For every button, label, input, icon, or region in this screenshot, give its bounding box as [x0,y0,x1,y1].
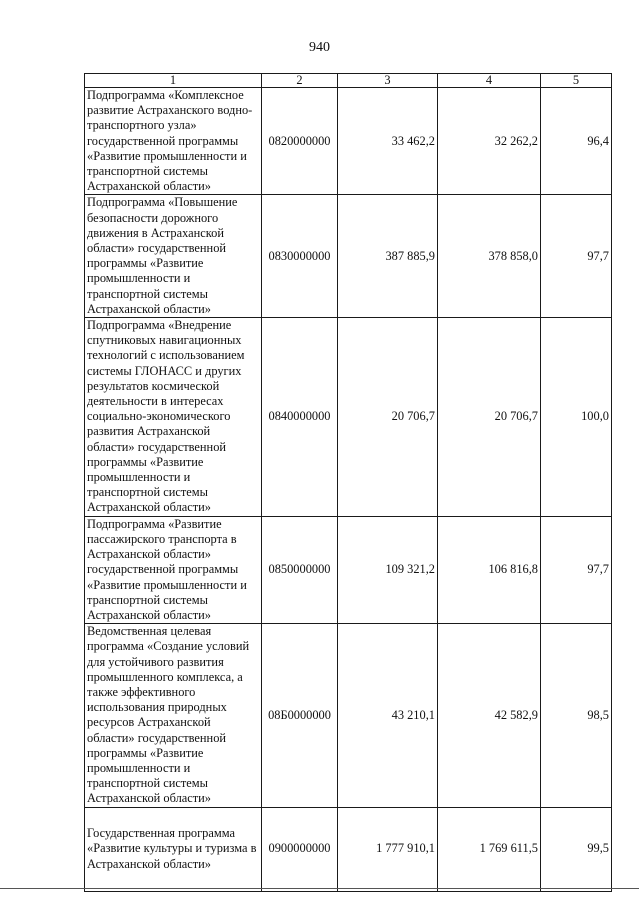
row-value-col5: 96,4 [541,88,612,195]
row-value-col4: 106 816,8 [438,516,541,623]
row-value-col3: 1 777 910,1 [338,807,438,891]
row-value-col5: 97,7 [541,195,612,318]
row-name: Государственная программа «Развитие культуры и туризма в Астраханской области» [85,807,262,891]
row-name: Подпрограмма «Комплексное развитие Астраханского воднотранспортного узла» государственной программы «Развитие промышленности и транспортной системы Астраханской области» [85,88,262,195]
row-name: Подпрограмма «Повышение безопасности дорожного движения в Астраханской области» государственной программы «Развитие промышленности и транспортной системы Астраханской области» [85,195,262,318]
table-row [85,318,612,517]
table-row [85,516,612,623]
budget-table [84,73,612,892]
table-row [85,195,612,318]
row-value-col5: 99,5 [541,807,612,891]
row-value-col5: 97,7 [541,516,612,623]
row-code: 0850000000 [262,516,338,623]
row-code: 08Б0000000 [262,624,338,807]
row-code: 0820000000 [262,88,338,195]
row-value-col5: 98,5 [541,624,612,807]
row-name: Подпрограмма «Внедрение спутниковых навигационных технологий с использованием системы ГЛОНАСС и других результатов космической деятельности в интересах социально-экономического развития Астраханской области» государственной программы «Развитие промышленности и транспортной системы Астраханской области» [85,318,262,517]
row-value-col4: 32 262,2 [438,88,541,195]
row-value-col4: 1 769 611,5 [438,807,541,891]
table-row [85,807,612,891]
row-value-col4: 20 706,7 [438,318,541,517]
table-row [85,624,612,807]
header-col-4: 4 [438,74,541,88]
header-col-5: 5 [541,74,612,88]
row-value-col4: 378 858,0 [438,195,541,318]
row-code: 0900000000 [262,807,338,891]
row-value-col3: 20 706,7 [338,318,438,517]
row-value-col3: 109 321,2 [338,516,438,623]
header-col-3: 3 [338,74,438,88]
table-header-row [85,74,612,88]
table-row [85,88,612,195]
header-col-1: 1 [85,74,262,88]
row-value-col5: 100,0 [541,318,612,517]
bottom-rule [0,888,639,889]
row-code: 0840000000 [262,318,338,517]
row-name: Подпрограмма «Развитие пассажирского транспорта в Астраханской области» государственной программы «Развитие промышленности и транспортной системы Астраханской области» [85,516,262,623]
row-value-col3: 43 210,1 [338,624,438,807]
page-number: 940 [309,40,330,55]
header-col-2: 2 [262,74,338,88]
row-value-col4: 42 582,9 [438,624,541,807]
row-code: 0830000000 [262,195,338,318]
row-value-col3: 33 462,2 [338,88,438,195]
row-value-col3: 387 885,9 [338,195,438,318]
row-name: Ведомственная целевая программа «Создание условий для устойчивого развития промышленного комплекса, а также эффективного использования природных ресурсов Астраханской области» государственной программы «Развитие промышленности и транспортной системы Астраханской области» [85,624,262,807]
